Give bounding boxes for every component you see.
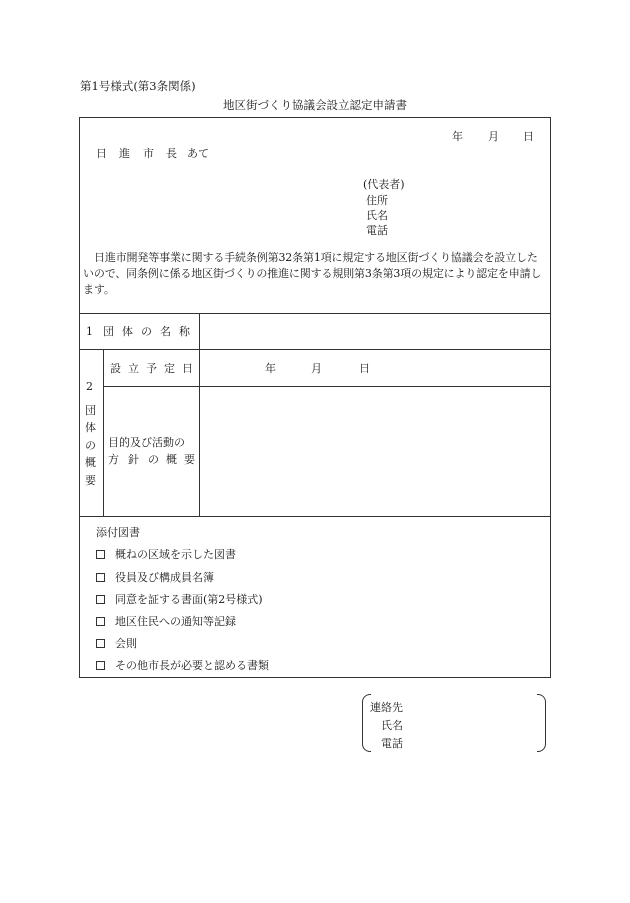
attachment-item[interactable] bbox=[96, 616, 236, 627]
table-divider bbox=[79, 349, 551, 350]
table-column-divider bbox=[199, 313, 200, 516]
label-char: の bbox=[148, 453, 159, 466]
attachment-label: その他市長が必要と認める書類 bbox=[115, 659, 269, 672]
group-name-field[interactable] bbox=[204, 318, 548, 346]
addressee-char: 市 bbox=[143, 147, 154, 160]
section-number: 2 bbox=[86, 380, 93, 393]
addressee-char: 長 bbox=[166, 147, 177, 160]
representative-name-label: 氏名 bbox=[366, 209, 388, 222]
addressee-char: 日 bbox=[96, 147, 107, 160]
attachment-item[interactable] bbox=[96, 638, 137, 649]
contact-name-label: 氏名 bbox=[381, 719, 403, 732]
table-divider bbox=[103, 386, 551, 387]
table-column-divider bbox=[103, 349, 104, 516]
label-char: 方 bbox=[108, 453, 119, 466]
checkbox[interactable] bbox=[96, 617, 105, 626]
label-char: 名 bbox=[160, 325, 171, 338]
planned-date-day-label: 日 bbox=[359, 362, 370, 375]
representative-phone-label: 電話 bbox=[366, 224, 388, 237]
attachment-label: 会則 bbox=[115, 637, 137, 650]
checkbox[interactable] bbox=[96, 639, 105, 648]
label-char: 称 bbox=[179, 325, 190, 338]
label-char: 針 bbox=[128, 453, 139, 466]
attachment-item[interactable] bbox=[96, 572, 214, 583]
checkbox[interactable] bbox=[96, 661, 105, 670]
label-char: 団 bbox=[85, 404, 96, 417]
label-char: 1 bbox=[86, 325, 93, 338]
label-char: の bbox=[141, 325, 152, 338]
attachment-item[interactable] bbox=[96, 660, 269, 671]
label-char: 設 bbox=[110, 362, 121, 375]
date-day-label: 日 bbox=[523, 130, 534, 143]
checkbox[interactable] bbox=[96, 595, 105, 604]
label-char: 要 bbox=[184, 453, 195, 466]
contact-phone-label: 電話 bbox=[381, 737, 403, 750]
application-statement: 日進市開発等事業に関する手続条例第32条第1項に規定する地区街づくり協議会を設立したいので、同条例に係る地区街づくりの推進に関する規則第3条第3項の規定により認定を申請します。 bbox=[83, 251, 542, 296]
label-char: 定 bbox=[164, 362, 175, 375]
date-year-label: 年 bbox=[452, 130, 463, 143]
contact-label: 連絡先 bbox=[370, 701, 403, 714]
date-month-label: 月 bbox=[488, 130, 499, 143]
document-title: 地区街づくり協議会設立認定申請書 bbox=[223, 98, 407, 112]
representative-label: (代表者) bbox=[363, 178, 405, 191]
checkbox[interactable] bbox=[96, 550, 105, 559]
table-divider bbox=[79, 516, 551, 517]
attachments-title: 添付図書 bbox=[96, 526, 140, 539]
attachment-label: 役員及び構成員名簿 bbox=[115, 571, 214, 584]
label-char: 立 bbox=[128, 362, 139, 375]
attachment-label: 概ねの区域を示した図書 bbox=[115, 548, 236, 561]
label-char: 体 bbox=[85, 421, 96, 434]
addressee-char: 進 bbox=[119, 147, 130, 160]
attachment-label: 同意を証する書面(第2号様式) bbox=[115, 593, 263, 606]
label-char: 予 bbox=[146, 362, 157, 375]
label-char: 団 bbox=[103, 325, 114, 338]
purpose-label: 目的及び活動の bbox=[108, 436, 185, 449]
addressee-honorific: あて bbox=[187, 147, 209, 160]
planned-date-month-label: 月 bbox=[311, 362, 322, 375]
attachment-label: 地区住民への通知等記録 bbox=[115, 615, 236, 628]
label-char: 概 bbox=[85, 456, 96, 469]
label-char: の bbox=[85, 439, 96, 452]
label-char: 概 bbox=[166, 453, 177, 466]
attachment-item[interactable] bbox=[96, 594, 263, 605]
planned-date-year-label: 年 bbox=[265, 362, 276, 375]
checkbox[interactable] bbox=[96, 573, 105, 582]
right-bracket bbox=[537, 694, 546, 752]
representative-address-label: 住所 bbox=[366, 194, 388, 207]
attachment-item[interactable] bbox=[96, 549, 236, 560]
label-char: 日 bbox=[182, 362, 193, 375]
label-char: 要 bbox=[85, 474, 96, 487]
purpose-field[interactable] bbox=[204, 390, 548, 512]
form-number: 第1号様式(第3条関係) bbox=[80, 79, 196, 93]
label-char: 体 bbox=[122, 325, 133, 338]
table-divider bbox=[79, 313, 551, 314]
